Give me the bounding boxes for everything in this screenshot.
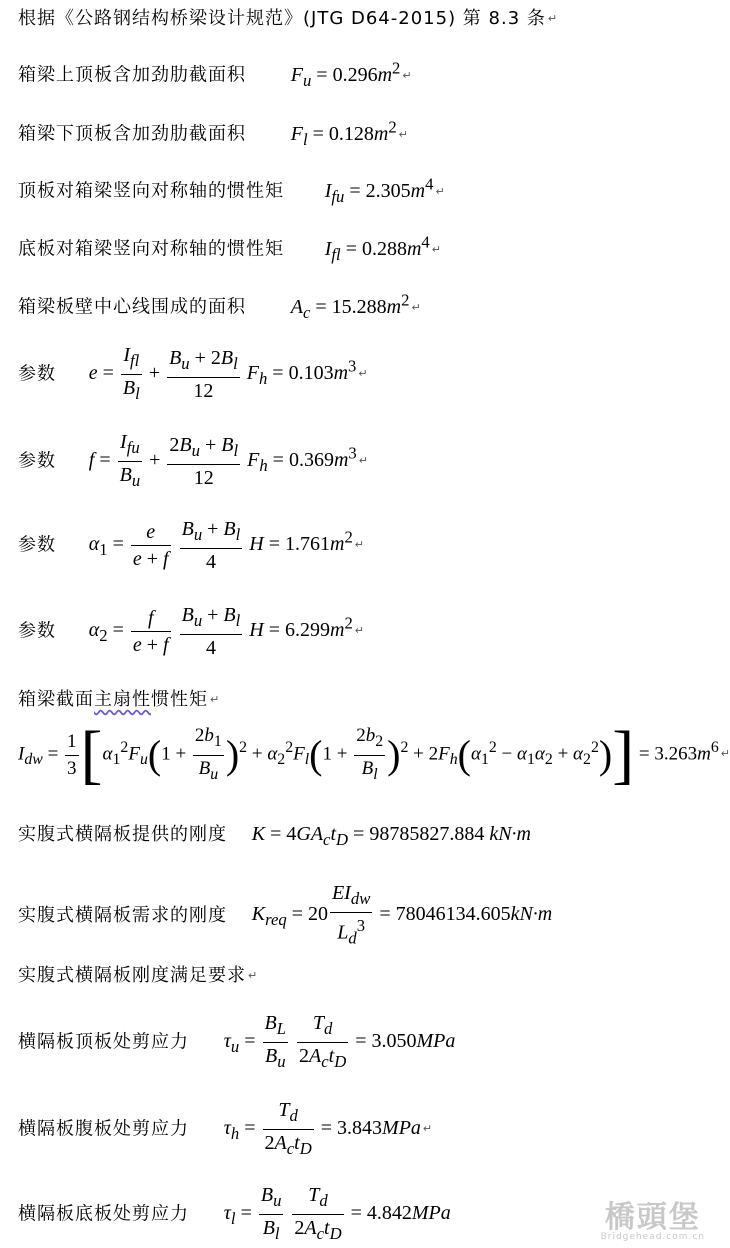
formula-f: f = $\frac{I_{fu}}{B_u}$ + $\frac{2B_u + B_l}{12}$ $F_h = 0.369m^3$ — [88, 431, 357, 490]
row-top-inertia: 顶板对箱梁竖向对称轴的惯性矩 $I_{fu} = 2.305m^4$ ↵ — [18, 174, 445, 206]
spellcheck-underline: 主扇性 — [94, 689, 151, 710]
row-shear-bottom: 横隔板底板处剪应力 $\tau_l$ = $\frac{B_u}{B_l}$ $\frac{T_d}{2A_ct_D}$ = 4.842MPa — [18, 1184, 451, 1243]
row-stiffness-required: 实腹式横隔板需求的刚度 $K_{req} = 20$ $\frac{EI_{dw}}{L_d^3}$ = 78046134.605kN·m — [18, 882, 553, 948]
row-shear-web: 横隔板腹板处剪应力 $\tau_h$ = $\frac{T_d}{2A_ct_D}$ = 3.843MPa ↵ — [18, 1099, 433, 1158]
formula-fl: $F_l = 0.128m^2$ — [290, 117, 397, 149]
formula-fu: $F_u = 0.296m^2$ — [290, 58, 401, 90]
row-bottom-flange-area: 箱梁下顶板含加劲肋截面积 $F_l = 0.128m^2$ ↵ — [18, 117, 408, 149]
formula-tau-u: $\tau_u$ = $\frac{B_L}{B_u}$ $\frac{T_d}{2A_ct_D}$ = 3.050MPa — [223, 1012, 456, 1071]
formula-ifu: $I_{fu} = 2.305m^4$ — [324, 174, 434, 206]
row-param-alpha2: 参数 $\alpha_2$ = $\frac{f}{e + f}$ $\frac{B_u + B_l}{4}$ $H = 6.299m^2$ ↵ — [18, 604, 365, 659]
row-param-alpha1: 参数 $\alpha_1$ = $\frac{e}{e + f}$ $\frac{B_u + B_l}{4}$ $H = 1.761m^2$ ↵ — [18, 518, 365, 573]
formula-alpha1: $\alpha_1$ = $\frac{e}{e + f}$ $\frac{B_u + B_l}{4}$ $H = 1.761m^2$ — [88, 518, 353, 573]
watermark-logo: 橋頭堡 — [604, 1200, 701, 1235]
row-enclosed-area: 箱梁板壁中心线围成的面积 $A_c = 15.288m^2$ ↵ — [18, 290, 421, 322]
row-param-f: 参数 f = $\frac{I_{fu}}{B_u}$ + $\frac{2B_u + B_l}{12}$ $F_h = 0.369m^3$ ↵ — [18, 431, 368, 490]
document-header: 根据《公路钢结构桥梁设计规范》(JTG D64-2015) 第 8.3 条 ↵ — [18, 8, 559, 29]
formula-kreq: $K_{req} = 20$ $\frac{EI_{dw}}{L_d^3}$ = 78046134.605kN·m — [251, 882, 553, 948]
formula-ac: $A_c = 15.288m^2$ — [290, 290, 410, 322]
formula-alpha2: $\alpha_2$ = $\frac{f}{e + f}$ $\frac{B_u + B_l}{4}$ $H = 6.299m^2$ — [88, 604, 353, 659]
watermark-url: Bridgehead.com.cn — [600, 1232, 705, 1242]
formula-idw: $I_{dw}$ = $\frac{1}{3}$ [$\alpha_1^2F_u(1$ + $\frac{2b_1}{B_u}$ )$^2 + \alpha_2^2F_l(1$ + $\frac{2b_2}{B_l}$ )$^2 + 2F_h(\alpha_1^2 - \alpha_1\alpha_2 + \alpha_2^2)] = 3.263m^6$ ↵ — [18, 718, 730, 791]
formula-ifl: $I_{fl} = 0.288m^4$ — [324, 232, 430, 264]
formula-k: $K = 4GA_ct_D = 98785827.884$ kN·m — [251, 823, 531, 849]
row-bottom-inertia: 底板对箱梁竖向对称轴的惯性矩 $I_{fl} = 0.288m^4$ ↵ — [18, 232, 441, 264]
watermark — [601, 1192, 705, 1242]
formula-tau-l: $\tau_l$ = $\frac{B_u}{B_l}$ $\frac{T_d}{2A_ct_D}$ = 4.842MPa — [223, 1184, 451, 1243]
row-top-flange-area: 箱梁上顶板含加劲肋截面积 $F_u = 0.296m^2$ ↵ — [18, 58, 412, 90]
formula-e: e = $\frac{I_{fl}}{B_l}$ + $\frac{B_u + 2B_l}{12}$ $F_h = 0.103m^3$ — [88, 344, 357, 403]
conclusion: 实腹式横隔板刚度满足要求 ↵ — [18, 965, 259, 986]
sectorial-heading: 箱梁截面主扇性惯性矩 ↵ — [18, 689, 221, 710]
formula-tau-h: $\tau_h$ = $\frac{T_d}{2A_ct_D}$ = 3.843MPa — [223, 1099, 421, 1158]
row-shear-top: 横隔板顶板处剪应力 $\tau_u$ = $\frac{B_L}{B_u}$ $\frac{T_d}{2A_ct_D}$ = 3.050MPa — [18, 1012, 456, 1071]
row-param-e: 参数 e = $\frac{I_{fl}}{B_l}$ + $\frac{B_u + 2B_l}{12}$ $F_h = 0.103m^3$ ↵ — [18, 344, 368, 403]
row-stiffness-provided: 实腹式横隔板提供的刚度 $K = 4GA_ct_D = 98785827.884$ kN·m — [18, 823, 531, 849]
return-mark: ↵ — [547, 12, 559, 25]
